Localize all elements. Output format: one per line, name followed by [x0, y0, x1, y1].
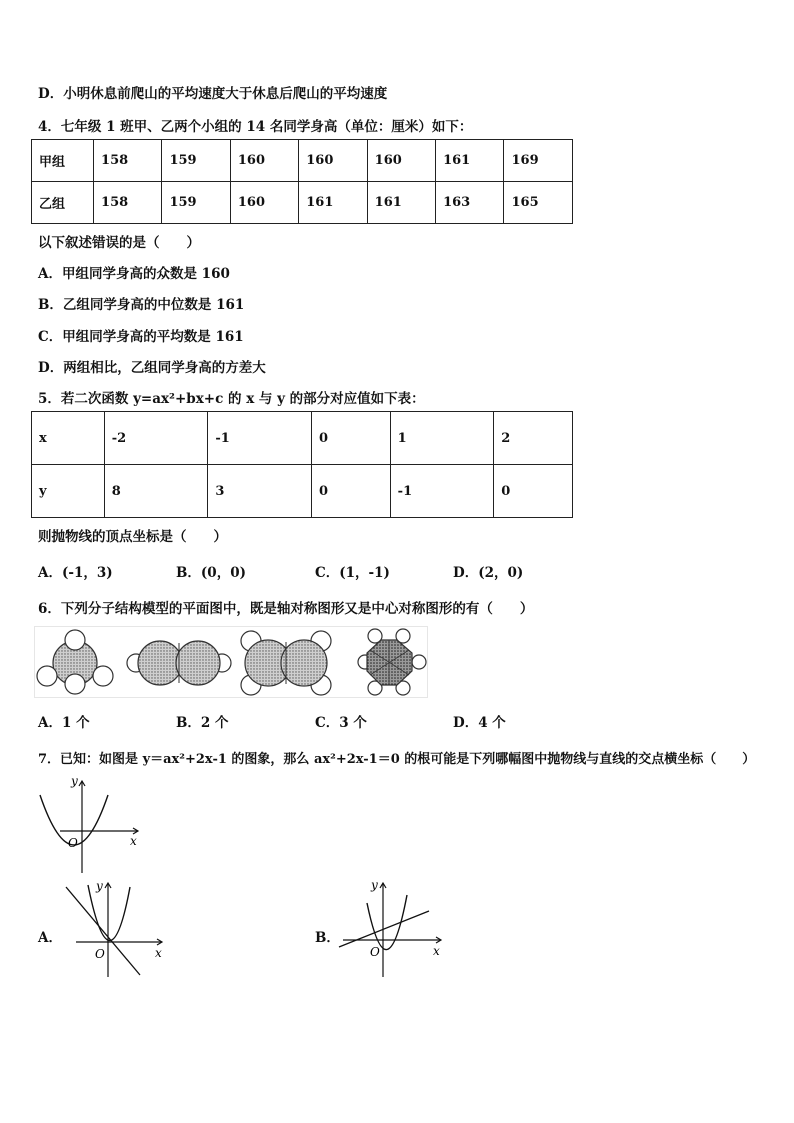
table-row: [32, 140, 573, 182]
q5-option-a: A．(-1，3): [38, 565, 113, 581]
table-cell: 1: [390, 412, 494, 465]
q6-option-a: A．1 个: [38, 715, 90, 731]
q5-value-table: [31, 411, 573, 518]
q3-option-d: D．小明休息前爬山的平均速度大于休息后爬山的平均速度: [38, 86, 388, 102]
table-cell: 169: [504, 140, 573, 182]
table-cell: 0: [494, 465, 573, 518]
molecule-2-figure: [127, 641, 231, 685]
table-cell: 160: [367, 140, 435, 182]
table-cell: 159: [162, 140, 230, 182]
molecule-3-figure: [241, 631, 331, 695]
table-cell: 158: [94, 182, 162, 224]
table-row: [32, 182, 573, 224]
q4-option-b: B．乙组同学身高的中位数是 161: [38, 297, 245, 313]
table-cell: 3: [208, 465, 312, 518]
q7-option-a-graph: [58, 875, 168, 980]
q6-option-c: C．3 个: [315, 715, 367, 731]
table-cell: 甲组: [32, 140, 94, 182]
axis-x-label: x: [130, 834, 137, 848]
table-cell: -1: [208, 412, 312, 465]
table-cell: 2: [494, 412, 573, 465]
table-cell: 158: [94, 140, 162, 182]
table-cell: -2: [104, 412, 208, 465]
table-cell: 160: [230, 140, 298, 182]
q6-stem: 6．下列分子结构模型的平面图中，既是轴对称图形又是中心对称图形的有（ ）: [38, 601, 534, 617]
table-cell: 160: [230, 182, 298, 224]
q4-option-c: C．甲组同学身高的平均数是 161: [38, 329, 244, 345]
table-cell: x: [32, 412, 105, 465]
axis-y-label: y: [371, 878, 378, 892]
table-row: [32, 465, 573, 518]
q7-stem: 7．已知：如图是 y＝ax²+2x-1 的图象，那么 ax²+2x-1＝0 的根可能是下列哪幅图中抛物线与直线的交点横坐标（ ）: [38, 752, 756, 767]
origin-label: O: [95, 947, 105, 961]
table-cell: 0: [312, 412, 391, 465]
origin-label: O: [370, 945, 380, 959]
table-cell: 161: [367, 182, 435, 224]
molecule-1-figure: [37, 630, 113, 694]
table-cell: 159: [162, 182, 230, 224]
q6-option-d: D．4 个: [453, 715, 506, 731]
table-cell: 161: [436, 140, 504, 182]
axis-x-label: x: [433, 944, 440, 958]
table-cell: 160: [299, 140, 367, 182]
q5-question: 则抛物线的顶点坐标是（ ）: [38, 529, 227, 545]
q4-height-table: [31, 139, 573, 224]
q7-option-b-graph: [335, 875, 447, 980]
table-row: [32, 412, 573, 465]
table-cell: 165: [504, 182, 573, 224]
q4-option-a: A．甲组同学身高的众数是 160: [38, 266, 230, 282]
table-cell: 0: [312, 465, 391, 518]
table-cell: 163: [436, 182, 504, 224]
molecule-figures: [34, 626, 428, 698]
q4-question: 以下叙述错误的是（ ）: [38, 235, 200, 251]
q5-option-c: C．(1，-1): [315, 565, 390, 581]
q7-option-a: A．: [38, 930, 62, 946]
table-cell: 乙组: [32, 182, 94, 224]
origin-label: O: [68, 836, 78, 850]
axis-x-label: x: [155, 946, 162, 960]
q6-option-b: B．2 个: [176, 715, 229, 731]
q4-option-d: D．两组相比，乙组同学身高的方差大: [38, 360, 266, 376]
q5-stem: 5．若二次函数 y=ax²+bx+c 的 x 与 y 的部分对应值如下表：: [38, 391, 425, 407]
q7-main-graph: [34, 775, 146, 875]
table-cell: y: [32, 465, 105, 518]
q7-option-b: B．: [315, 930, 340, 946]
table-cell: -1: [390, 465, 494, 518]
table-cell: 8: [104, 465, 208, 518]
q4-stem: 4．七年级 1 班甲、乙两个小组的 14 名同学身高（单位：厘米）如下：: [38, 119, 473, 135]
q5-option-d: D．(2，0): [453, 565, 524, 581]
q5-option-b: B．(0，0): [176, 565, 246, 581]
table-cell: 161: [299, 182, 367, 224]
molecule-4-figure: [358, 629, 426, 695]
axis-y-label: y: [71, 775, 78, 788]
axis-y-label: y: [96, 879, 103, 893]
